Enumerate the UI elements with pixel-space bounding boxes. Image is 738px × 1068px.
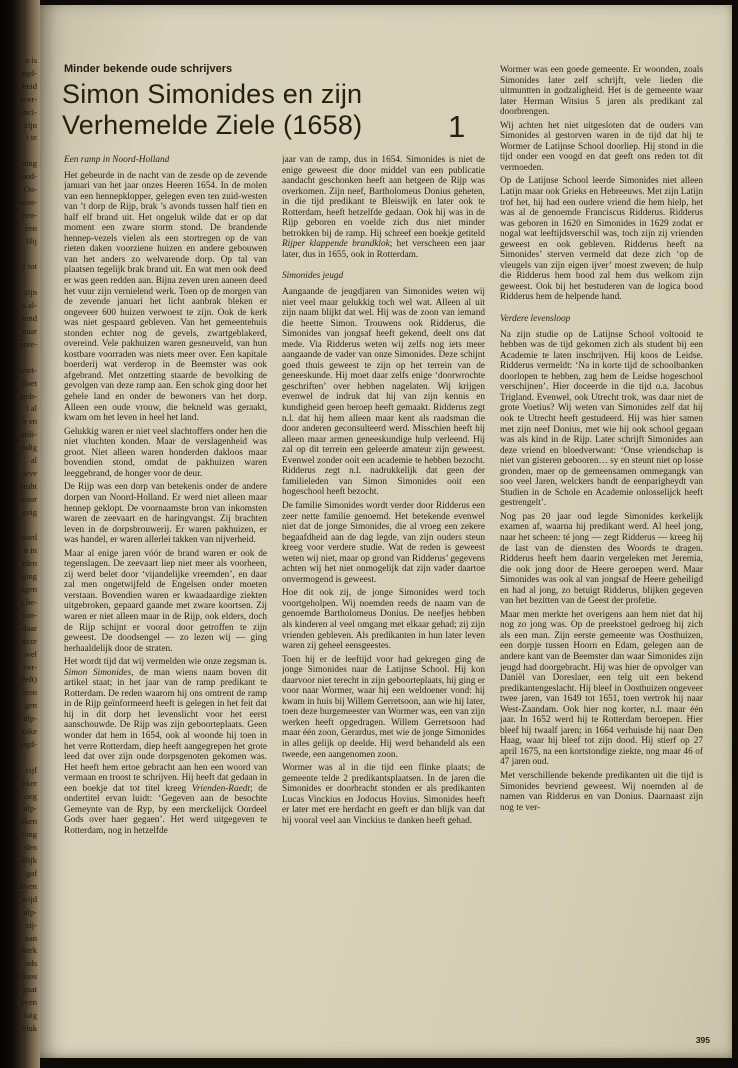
paragraph: Wij achten het niet uitgesloten dat de ouders van Simonides al gestorven waren in de tijd dat hij te Wormer de Latijnse School doorliep. Hij stond in die tijd onder een voogd en dat geeft ons reden tot dit vermoeden.: [500, 120, 703, 173]
gutter-fragment: ulp-: [23, 906, 37, 917]
gutter-fragment: wijd: [21, 893, 37, 904]
gutter-fragment: e en: [23, 416, 37, 427]
paragraph: Aangaande de jeugdjaren van Simonides weten wij niet veel maar gelukkig toch wel wat. Alleen al uit zijn naam blijkt dat wel. Hij was de zoon van iemand die heette Simon. Trouwens ook Ridderus, die Simonides van jongsaf heeft gekend, deelt ons dat mede. Via Ridderus weten wij zelfs nog iets meer aangaande de vader van onze Simonides. Deze schijnt goed thuis geweest te zijn op het terrein van de geneeskunde. Hij moet daar zelfs enige ‘doorwrochte geschriften’ over hebben nagelaten. Wij krijgen evenwel de indruk dat hij van zijn kennis en kundigheid geen beroep heeft gemaakt. Ridderus zegt n.l. dat hij hem alleen maar kent als raadsman die door anderen geconsulteerd werd. Misschien heeft hij alleen maar armen geneeskundige hulp verleend. Hij zal op dit terrein een geleerde amateur zijn geweest. Evenwel zonder ooit een academie te hebben bezocht. Ridderus zegt n.l. nadrukkelijk dat geen der familieleden van Simon Simonides ooit een hogeschool heeft bezocht.: [282, 287, 485, 498]
gutter-fragment: tend: [22, 313, 37, 324]
gutter-fragment: ente-: [20, 338, 37, 349]
text-column-1: [64, 155, 267, 1050]
gutter-fragment: oord: [21, 532, 37, 543]
gutter-fragment: [5, 144, 37, 157]
gutter-fragment: oeg: [24, 790, 37, 801]
gutter-fragment: ieve: [22, 467, 37, 478]
gutter-fragment: kerk: [21, 945, 37, 956]
paragraph: Wormer was een goede gemeente. Er woonden, zoals Simonides later zelf schrijft, vele lieden die uitmuntten in godzaligheid. Het is de gemeente waar later Herman Witsius 5 jaren als predikant zal doorbrengen.: [500, 65, 703, 118]
gutter-fragment: even: [20, 997, 37, 1008]
gutter-fragment: tzon-: [19, 196, 37, 207]
gutter-fragment: [5, 273, 37, 286]
article-title-line1: Simon Simonides en zijn: [62, 79, 363, 109]
gutter-fragment: [5, 751, 37, 764]
gutter-fragment: aver-: [19, 93, 37, 104]
gutter-fragment: ging: [21, 571, 37, 582]
paragraph: De Rijp was een dorp van betekenis onder de andere dorpen van Noord-Holland. Er werd niet alleen maar hennep geklopt. De voornaamste bron van inkomsten waren de zeevaart en de haringvangst. Zij brachten leven in de dorpsbrouwerij. Er waren pakhuizen, er was handel, er waren allerlei takken van nijverheid.: [64, 482, 267, 546]
gutter-fragment: gaat: [22, 984, 37, 995]
gutter-fragment: ving: [21, 829, 37, 840]
gutter-fragment: s al-: [22, 300, 37, 311]
article-kicker: Minder bekende oude schrijvers: [64, 63, 233, 75]
gutter-fragment: oren: [21, 687, 37, 698]
gutter-fragment: eeft): [21, 674, 37, 685]
gutter-fragment: r tot: [23, 261, 37, 272]
text-column-2: [282, 155, 485, 1050]
text-column-3: [500, 65, 703, 1050]
gutter-fragment: ulp-: [23, 803, 37, 814]
section-heading: Verdere levensloop: [500, 314, 571, 325]
gutter-fragment: [5, 519, 37, 532]
paragraph: Met verschillende bekende predikanten uit die tijd is Simonides bevriend geweest. Wij noemden al de namen van Ridderus en van Donius. Daarnaast zijn nog te ver-: [500, 771, 703, 813]
gutter-fragment: van-: [21, 609, 37, 620]
paragraph: Na zijn studie op de Latijnse School voltooid te hebben was de tijd gekomen zich als student bij een Academie te laten inschrijven. Hij koos de Leidse. Ridderus vermeldt: ‘Na in korte tijd de schoolbanken doorlopen te hebben, zag hem de Leidse hogeschool verschijnen’. Hier doceerde in die tijd o.a. Jacobus Trigland. Evenwel, ook Utrecht trok, was daar niet de grote Voetius? Wij weten van Simonides zelf dat hij ook te Utrecht heeft gestudeerd. Hij was hier samen met zijn neef Donius, met wie hij ook school gegaan was als kind in de Rijp. Later schrijft Simonides aan deze vriend en bloedverwant: ‘Onse vriendschap is niet van gisteren gebooren… sy en steunt niet op losse gronden, maer op de gemeensamen ommegangk van soo veel Jaren, welckers bandt de eenparigheydt van Studien in de Schole en Academie onlosselijck heeft gestrengelt’.: [500, 329, 703, 509]
gutter-fragment: tuig: [23, 1009, 37, 1020]
gutter-fragment: oken: [20, 816, 37, 827]
gutter-fragment: ndig: [21, 442, 37, 453]
gutter-fragment: neze: [21, 635, 37, 646]
gutter-fragment: gen: [24, 700, 37, 711]
gutter-fragment: zijn: [24, 119, 37, 130]
gutter-fragment: [5, 248, 37, 261]
paragraph: Wormer was al in die tijd een flinke plaats; de gemeente telde 2 predikantsplaatsen. In de jaren die Simonides er doorbracht stonden er als predikanten Lucas Vinckius en Jodocus Hovius. Simonides heeft er later met ere herdacht en geeft er dan blijk van dat hij vooral veel aan Vinckius te danken heeft gehad.: [282, 763, 485, 826]
paragraph: Maar al enige jaren vóór de brand waren er ook de tegenslagen. De zeevaart liep niet meer als voorheen, zij werd belet door ‘vijandelijke vreemden’, en daar zal men ongetwijfeld de Engelsen onder moeten verstaan. Bovendien waren er kwaadaardige ziekten uitgebroken, gepaard gaande met zware koortsen. Zij waren er niet alleen maar in de Rijp, ook elders, doch de Rijp schijnt er vooral door getroffen te zijn geweest. De doodsengel — zo lezen wij — ging herhaaldelijk door de straten.: [64, 548, 267, 654]
gutter-fragment: vijf: [25, 764, 37, 775]
gutter-fragment: doet: [22, 377, 37, 388]
gutter-fragment: den: [24, 842, 37, 853]
book-gutter: [0, 0, 40, 1068]
gutter-fragment: voor: [21, 493, 37, 504]
gutter-fragment: zijn: [24, 287, 37, 298]
gutter-fragment: eluk: [22, 1022, 37, 1033]
gutter-fragment: s be-: [20, 596, 37, 607]
gutter-fragment: ood-: [21, 171, 37, 182]
article-title: [62, 79, 362, 141]
magazine-page: [40, 5, 732, 1058]
paragraph: Gelukkig waren er niet veel slachtoffers onder hen die niet vluchten konden. Maar de verslagenheid was groot. Niet alleen waren honderden dakloos maar bovendien stond, omdat de pakhuizen waren leeggebrand, de honger voor de deur.: [64, 426, 267, 479]
gutter-fragment: ezig: [22, 506, 37, 517]
paragraph: Het wordt tijd dat wij vermelden wie onze zegsman is. Simon Simonides, de man wiens naam boven dit artikel staat; in het jaar van de ramp predikant te Rotterdam. De reden waarom hij ons omtrent de ramp in de Rijp geïnformeerd heeft is gelegen in het feit dat hij in dit dorp het levenslicht voor het eerst aanschouwde. De Rijp was zijn geboorteplaats. Geen wonder dat hem in 1654, ook al woonde hij toen in het verre Rotterdam, diep heeft aangegrepen het grote leed dat over zijn oude dorpsgenoten gekomen was. Het heeft hem ertoe gebracht aan hen een woord van vermaan en troost te schrijven. Hij heeft dat gedaan in een boekje dat tot titel kreeg Vrienden-Raedt; de ondertitel ervan luidt: ‘Gegeven aan de besochte Gemeynte van de Ryp, by een merckelijck Oordeel Gods over haer gegaen’. Het werd uitgegeven te Rotterdam, nog in hetzelfde: [64, 657, 267, 836]
paragraph: jaar van de ramp, dus in 1654. Simonides is niet de enige geweest die door middel van een publicatie aandacht geschonken heeft aan hetgeen de Rijp was overkomen. Zijn neef, Bartholomeus Donius geheten, in die tijd predikant te Bleiswijk en later ook te Rotterdam, heeft hetzelfde gedaan. Ook hij was in de Rijp geboren en voelde zich dus niet minder betrokken bij de ramp. Hij schreef een boekje getiteld Rijper klappende brandklok; het verscheen een jaar later, dus in 1655, ook in Rotterdam.: [282, 155, 485, 260]
gutter-fragment: ulp-: [23, 713, 37, 724]
gutter-fragment: [5, 351, 37, 364]
gutter-fragment: n in: [24, 545, 37, 556]
gutter-fragment: t te: [26, 132, 37, 143]
gutter-fragment: ngen: [20, 584, 37, 595]
gutter-fragment: een: [25, 222, 37, 233]
gutter-fragment: loos: [22, 971, 37, 982]
gutter-fragment: elijk: [21, 855, 37, 866]
gutter-fragment: ning: [21, 158, 37, 169]
gutter-fragments: [5, 54, 37, 1054]
gutter-fragment: l al: [26, 403, 37, 414]
gutter-fragment: zwart-: [15, 364, 37, 375]
gutter-fragment: al: [30, 455, 37, 466]
gutter-fragment: even: [20, 880, 37, 891]
gutter-fragment: egd-: [21, 67, 37, 78]
gutter-fragment: heid: [22, 80, 37, 91]
gutter-fragment: u is: [24, 55, 37, 65]
gutter-fragment: iegd-: [19, 738, 37, 749]
paragraph: De familie Simonides wordt verder door Ridderus een zeer nette familie genoemd. Het betekende evenwel niet dat de jonge Simonides, die al vroeg een zekere begaafdheid aan de dag legde, van zijn ouders steun kreeg voor verdere studie. Wat de reden is geweest weten wij niet, maar op grond van Ridderus’ gegevens achten wij het niet onmogelijk dat zijn vader daartoe onvermogend is geweest.: [282, 500, 485, 585]
gutter-fragment: zake: [21, 726, 37, 737]
page-number: 395: [695, 1035, 710, 1045]
gutter-fragment: amb-: [19, 390, 37, 401]
paragraph: Nog pas 20 jaar oud legde Simonides kerkelijk examen af, waarna hij predikant werd. Al heel jong, naar het scheen: té jong — zegt Ridderus — kreeg hij de last van de diensten des Woords te dragen. Ridderus heeft hem daarin vergeleken met Jeremia, die ook jong door de Heere geroepen werd. Maar Simonides was ook al van jongsaf de Heere geheiligd en had al jong, zo betuigt Ridderus, blijken gegeven van het bezitten van de Geest der profetie.: [500, 511, 703, 607]
gutter-fragment: een-: [22, 209, 37, 220]
gutter-fragment: inci-: [21, 106, 37, 117]
gutter-fragment: wel: [24, 648, 37, 659]
paragraph: Hoe dit ook zij, de jonge Simonides werd toch voortgeholpen. Wij noemden reeds de naam van de genoemde Bartholomeus Donius. De neefjes hebben als kinderen al veel omgang met elkaar gehad; zij zijn vrienden gebleven. Als predikanten in hun later leven waren zij geheel eensgeestes.: [282, 588, 485, 652]
gutter-fragment: ods: [25, 958, 37, 969]
gutter-fragment: aan: [25, 932, 37, 943]
gutter-fragment: ardi-: [20, 429, 37, 440]
gutter-fragment: naar: [22, 325, 37, 336]
paragraph: Toen hij er de leeftijd voor had gekregen ging de jonge Simonides naar de Latijnse School. Hij kon daarvoor niet terecht in zijn geboorteplaats, hij ging er voor naar Wormer, waar hij een weldoener vond: hij kwam in huis bij Willem Gerretsoon, aan wie hij later, toen deze burgemeester van Wormer was, een van zijn werken heeft opgedragen. Willem Gerretsoon had maar één zoon, Gerardus, met wie de jonge Simonides in alles gelijk op deelde. Hij werd behandeld als een tweede, een aangenomen zoon.: [282, 654, 485, 760]
gutter-fragment: ombt: [19, 480, 37, 491]
section-heading: Een ramp in Noord-Holland: [64, 155, 170, 165]
paragraph: Op de Latijnse School leerde Simonides niet alleen Latijn maar ook Grieks en Hebreeuws. Met zijn Latijn trof het, hij had een oudere vriend die hem hielp, het was al de genoemde Franciscus Ridderus. Ridderus was geboren in 1620 en Simonides in 1629 zodat er nogal wat leeftijdsverschil was, toch zijn zij vrienden geweest en ook gebleven. Ridderus heeft na Simonides’ sterven vermeld dat deze zich ‘op de vleugels van zijn eigen ijver’ moest zweven; de hulp die Ridderus hem bood zal hem dus welkom zijn geweest. Ook bij het bestuderen van de logica bood Ridderus hem de helpende hand.: [500, 176, 703, 303]
paragraph: Het gebeurde in de nacht van de zesde op de zevende januari van het jaar onzes Heeren 1654. In de molen van een hennepklopper, gelegen even ten zuid-westen van ’t dorp de Rijp, brak ’s avonds tussen half tien en half elf brand uit. Het ongeluk wilde dat er op dat moment een zware storm stond. De brandende hennep-vezels vielen als een stortregen op de van rieten daken voorziene huizen en andere gebouwen van het anders zo welvarende dorp. Op tal van plaatsen tegelijk brak brand uit. En wat men ook deed er was geen redden aan. Bijna zeven uren aaneen deed het vuur zijn vernielend werk. Toen op de morgen van de zevende januari het licht aanbrak bleken er ongeveer 600 huizen verwoest te zijn. Ook de kerk was niet gespaard gebleven. Van het gemeentehuis stonden echter nog de gevels, zwartgeblakerd, overeind. Vele pakhuizen waren gesneuveld, van hun kostbare voorraden was niets meer over. Een kapitale boerderij wat verderop in de Beemster was ook afgebrand. Met ontzetting staarde de bevolking de gevolgen van deze ramp aan. Een schok ging door het gehele land en onder de bewoners van het dorp. Alleen een oude vrouw, die bekneld was geraakt, kwam om het leven in heel het land.: [64, 170, 267, 424]
section-heading: Simonides jeugd: [282, 271, 344, 282]
gutter-fragment: ver-: [23, 661, 37, 672]
article-title-line2: Verhemelde Ziele (1658): [62, 110, 363, 140]
paragraph: Maar men merkte het overigens aan hem niet dat hij nog zo jong was. Op de preekstoel gedroeg hij zich als een man. Zijn eerste gemeente was Oosthuizen, een dorpje tussen Hoorn en Edam, gelegen aan de andere kant van de Beemster dan waar Simonides zijn jeugd had doorgebracht. Hij was hier de opvolger van Daniël van Doreslaer, een telg uit een bekend predikantengeslacht. Hij bleef in Oosthuizen ongeveer twee jaren, van 1649 tot 1651, toen vertrok hij naar West-Zaandam. Ook hier nog korter, n.l. maar één jaar. In 1652 werd hij te Rotterdam beroepen. Hier bleef hij twaalf jaren; in 1664 verhuisde hij naar Den Haag, waar hij bleef tot zijn dood. Hij stierf op 27 april 1675, na een kortstondige ziekte, nog maar 46 of 47 jaren oud.: [500, 609, 703, 768]
gutter-fragment: zij-: [25, 919, 37, 930]
article-number: 1: [448, 109, 466, 144]
gutter-fragment: Hij: [26, 235, 37, 246]
gutter-fragment: iden: [22, 558, 37, 569]
gutter-fragment: eker: [22, 777, 37, 788]
gutter-fragment: daar: [22, 622, 37, 633]
gutter-fragment: On-: [23, 184, 37, 195]
gutter-fragment: gaf: [26, 868, 37, 878]
